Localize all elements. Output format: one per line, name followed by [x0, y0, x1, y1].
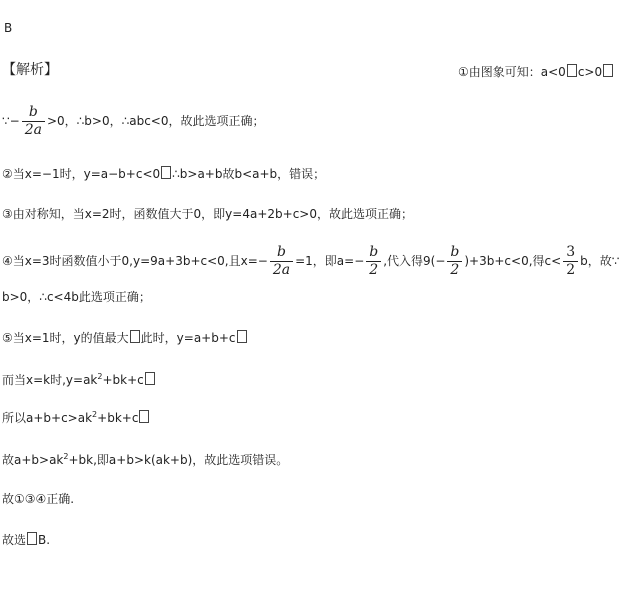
text-segment: 所以a+b+c>ak [2, 411, 93, 425]
line-axis-condition [2, 104, 265, 139]
text-segment: +bk,即a+b>k(ak+b)，故此选项错误。 [68, 453, 289, 467]
superscript: 2 [97, 372, 103, 381]
therefore-line [2, 410, 150, 426]
fraction-b-over-2a [270, 244, 293, 279]
missing-glyph-box [567, 64, 577, 77]
fraction-b-over-2 [447, 244, 462, 279]
missing-glyph-box [27, 532, 37, 545]
missing-glyph-box [603, 64, 613, 77]
fraction-b-over-2 [366, 244, 381, 279]
statement-2 [2, 166, 325, 182]
text-segment: B. [38, 533, 51, 547]
statement-3: ③由对称知，当x=2时，函数值大于0，即y=4a+2b+c>0，故此选项正确； [2, 207, 413, 221]
correct-items-line: 故①③④正确. [2, 492, 75, 506]
final-choice-line [2, 532, 50, 548]
text-segment: 而当x=k时,y=ak [2, 373, 98, 387]
statement-4-cont: b>0，∴c<4b此选项正确； [2, 290, 151, 304]
text-segment: ∵− [2, 114, 20, 128]
missing-glyph-box [161, 166, 171, 179]
missing-glyph-box [130, 330, 140, 343]
text-segment: 此时，y=a+b+c [140, 331, 236, 345]
fraction-denominator: 2 [450, 262, 460, 278]
fraction-denominator: 2 [566, 262, 576, 278]
observation-text-2: c>0 [577, 65, 603, 79]
statement-4 [2, 244, 619, 279]
superscript: 2 [92, 410, 98, 419]
text-segment: 故选 [2, 533, 27, 547]
missing-glyph-box [139, 410, 149, 423]
text-segment: ,代入得9(− [383, 254, 446, 268]
fraction-numerator: b [270, 244, 293, 262]
fraction-numerator: b [366, 244, 381, 262]
fraction-denominator: 2a [24, 122, 42, 138]
text-segment: +bk+c [102, 373, 144, 387]
text-segment: >0，∴b>0，∴abc<0，故此选项正确； [46, 114, 265, 128]
text-segment: ⑤当x=1时，y的值最大 [2, 331, 129, 345]
fraction-denominator: 2a [272, 262, 291, 278]
text-segment: ②当x=−1时，y=a−b+c<0 [2, 167, 161, 181]
text-segment: +bk+c [97, 411, 139, 425]
conclusion-5-line [2, 452, 288, 468]
fraction-b-over-2a [22, 104, 45, 139]
fraction-denominator: 2 [369, 262, 379, 278]
fraction-numerator: 3 [563, 244, 578, 262]
answer-letter: B [4, 21, 13, 35]
fraction-numerator: b [22, 104, 45, 122]
missing-glyph-box [145, 372, 155, 385]
fraction-3-over-2 [563, 244, 578, 279]
superscript: 2 [63, 452, 69, 461]
text-segment: ∴b>a+b故b<a+b，错误； [172, 167, 326, 181]
text-segment: 故a+b>ak [2, 453, 64, 467]
statement-5 [2, 330, 248, 346]
text-segment: b，故∵ [580, 254, 620, 268]
observation-line [458, 64, 614, 80]
text-segment: ④当x=3时函数值小于0,y=9a+3b+c<0,且x=− [2, 254, 268, 268]
observation-text: ①由图象可知：a<0 [458, 65, 566, 79]
missing-glyph-box [237, 330, 247, 343]
text-segment: )+3b+c<0,得c< [464, 254, 562, 268]
when-x-k-line [2, 372, 156, 388]
analysis-label: 【解析】 [2, 62, 58, 78]
fraction-numerator: b [447, 244, 462, 262]
text-segment: =1，即a=− [295, 254, 365, 268]
